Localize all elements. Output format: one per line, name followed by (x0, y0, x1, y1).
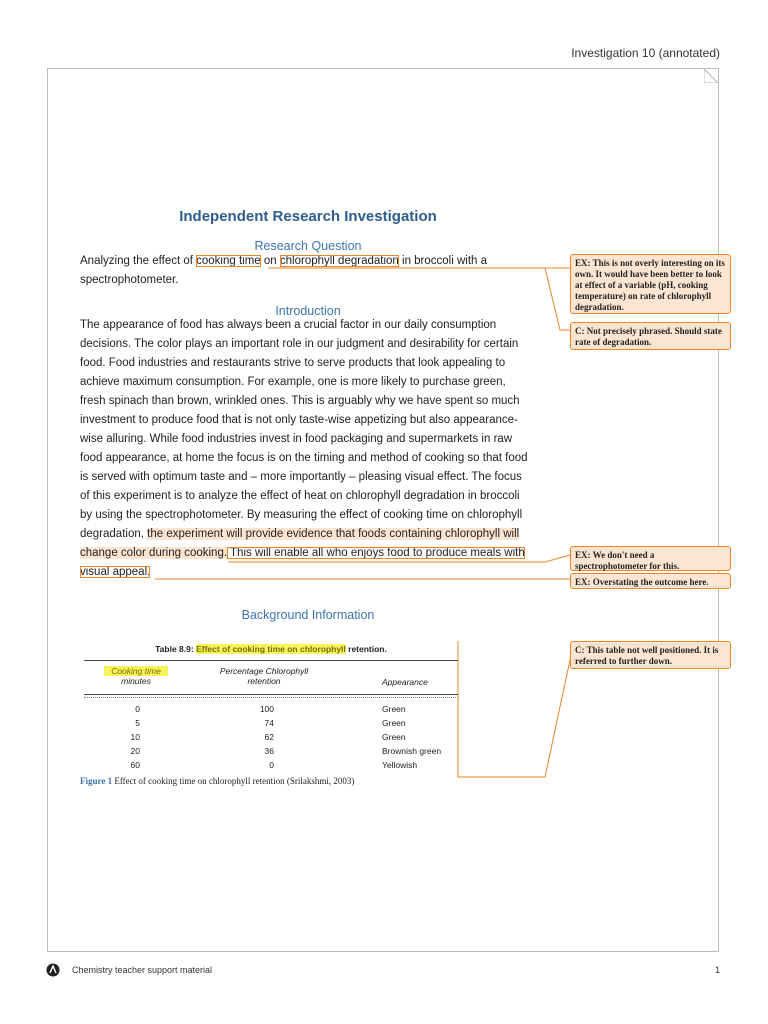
table-cell: Yellowish (382, 760, 418, 770)
table-cell: 60 (130, 760, 140, 770)
intro-line (80, 525, 540, 544)
intro-highlight-visual-appeal[interactable]: visual appeal. (80, 566, 151, 578)
col-header-line1: Percentage Chlorophyll (219, 666, 309, 676)
research-question-heading: Research Question (254, 239, 362, 253)
table-cell: Green (382, 704, 406, 714)
table-cell: 36 (264, 746, 274, 756)
intro-highlight-evidence[interactable]: the experiment will provide evidence that foods containing chlorophyll will (147, 528, 520, 540)
figure-caption (80, 776, 354, 786)
introduction-text (80, 316, 540, 582)
intro-line (80, 563, 540, 582)
ib-logo-icon (46, 963, 60, 977)
intro-line: The appearance of food has always been a crucial factor in our daily consumption (80, 319, 497, 331)
table-cell: 10 (130, 732, 140, 742)
chlorophyll-table (84, 644, 458, 784)
rq-highlight-chlorophyll[interactable]: chlorophyll degradation (279, 255, 399, 267)
document-header: Investigation 10 (annotated) (571, 46, 720, 60)
intro-line: by using the spectrophotometer. By measuring the effect of cooking time on chlorophyll (80, 509, 523, 521)
intro-line: fresh spinach than brown, wrinkled ones. This is arguably why we have spent so much (80, 395, 520, 407)
research-question-text (80, 252, 540, 290)
comment-balloon[interactable]: EX: This is not overly interesting on its own. It would have been better to look at effect of a variable (pH, cooking temperature) on rate of chlorophyll degradation. (570, 254, 731, 314)
table-cell: 62 (264, 732, 274, 742)
table-cell: 20 (130, 746, 140, 756)
table-cell: 74 (264, 718, 274, 728)
background-heading: Background Information (241, 608, 375, 622)
comment-balloon[interactable]: C: Not precisely phrased. Should state rate of degradation. (570, 322, 731, 350)
intro-line (80, 544, 540, 563)
intro-line: achieve maximum consumption. For example, one is more likely to purchase green, (80, 376, 506, 388)
table-cell: 0 (135, 704, 140, 714)
table-caption (84, 644, 458, 654)
rq-text-post: in broccoli with a (398, 255, 488, 267)
intro-line: food appearance, at home the focus is on the timing and method of cooking so that food (80, 452, 528, 464)
table-cell: Green (382, 718, 406, 728)
rq-text-line2: spectrophotometer. (80, 274, 179, 286)
intro-highlight-change-color[interactable]: change color during cooking. (80, 547, 228, 559)
table-caption-pre: Table 8.9: (155, 644, 197, 654)
col-header-line2: retention (247, 676, 281, 686)
intro-line: is served with optimum taste and – more importantly – pleasing visual effect. The focus (80, 471, 522, 483)
comment-balloon[interactable]: EX: Overstating the outcome here. (570, 573, 731, 589)
table-body (84, 660, 458, 784)
table-caption-highlight: Effect of cooking time on chlorophyll (196, 644, 346, 654)
intro-line: decisions. The color plays an important role in our judgment and desirability for certain (80, 338, 519, 350)
rq-text-pre: Analyzing the effect of (80, 255, 197, 267)
comment-balloon[interactable]: C: This table not well positioned. It is referred to further down. (570, 641, 731, 669)
comment-balloon[interactable]: EX: We don't need a spectrophotometer for this. (570, 546, 731, 571)
table-cell: 0 (269, 760, 274, 770)
table-cell: 100 (259, 704, 274, 714)
intro-line: of this experiment is to analyze the effect of heat on chlorophyll degradation in broccoli (80, 490, 520, 502)
footer-text: Chemistry teacher support material (72, 965, 213, 975)
table-cell: Green (382, 732, 406, 742)
table-caption-post: retention. (345, 644, 387, 654)
col-header-line2: minutes (121, 676, 151, 686)
table-header-percentage (214, 666, 314, 686)
rq-text-mid: on (260, 255, 280, 267)
rq-highlight-cooking-time[interactable]: cooking time (196, 255, 261, 267)
col-header-line1: Cooking time (104, 666, 168, 676)
intro-line: investment to produce food that is not only taste-wise appetizing but also appearance- (80, 414, 518, 426)
page-title: Independent Research Investigation (179, 208, 437, 225)
table-header-cooking-time (104, 666, 168, 686)
page-number: 1 (714, 965, 720, 975)
figure-label: Figure 1 (80, 776, 113, 786)
table-header-appearance: Appearance (382, 677, 428, 687)
table-cell: 5 (135, 718, 140, 728)
intro-highlight-enable[interactable]: This will enable all who enjoys food to produce meals with (227, 547, 525, 559)
table-cell: Brownish green (382, 746, 442, 756)
intro-line: wise alluring. While food industries invest in food packaging and supermarkets in raw (80, 433, 513, 445)
intro-text: degradation, (80, 528, 148, 540)
intro-line: food. Food industries and restaurants strive to serve products that look appealing to (80, 357, 506, 369)
figure-caption-text: Effect of cooking time on chlorophyll retention (Srilakshmi, 2003) (112, 776, 355, 786)
introduction-heading: Introduction (275, 304, 341, 318)
